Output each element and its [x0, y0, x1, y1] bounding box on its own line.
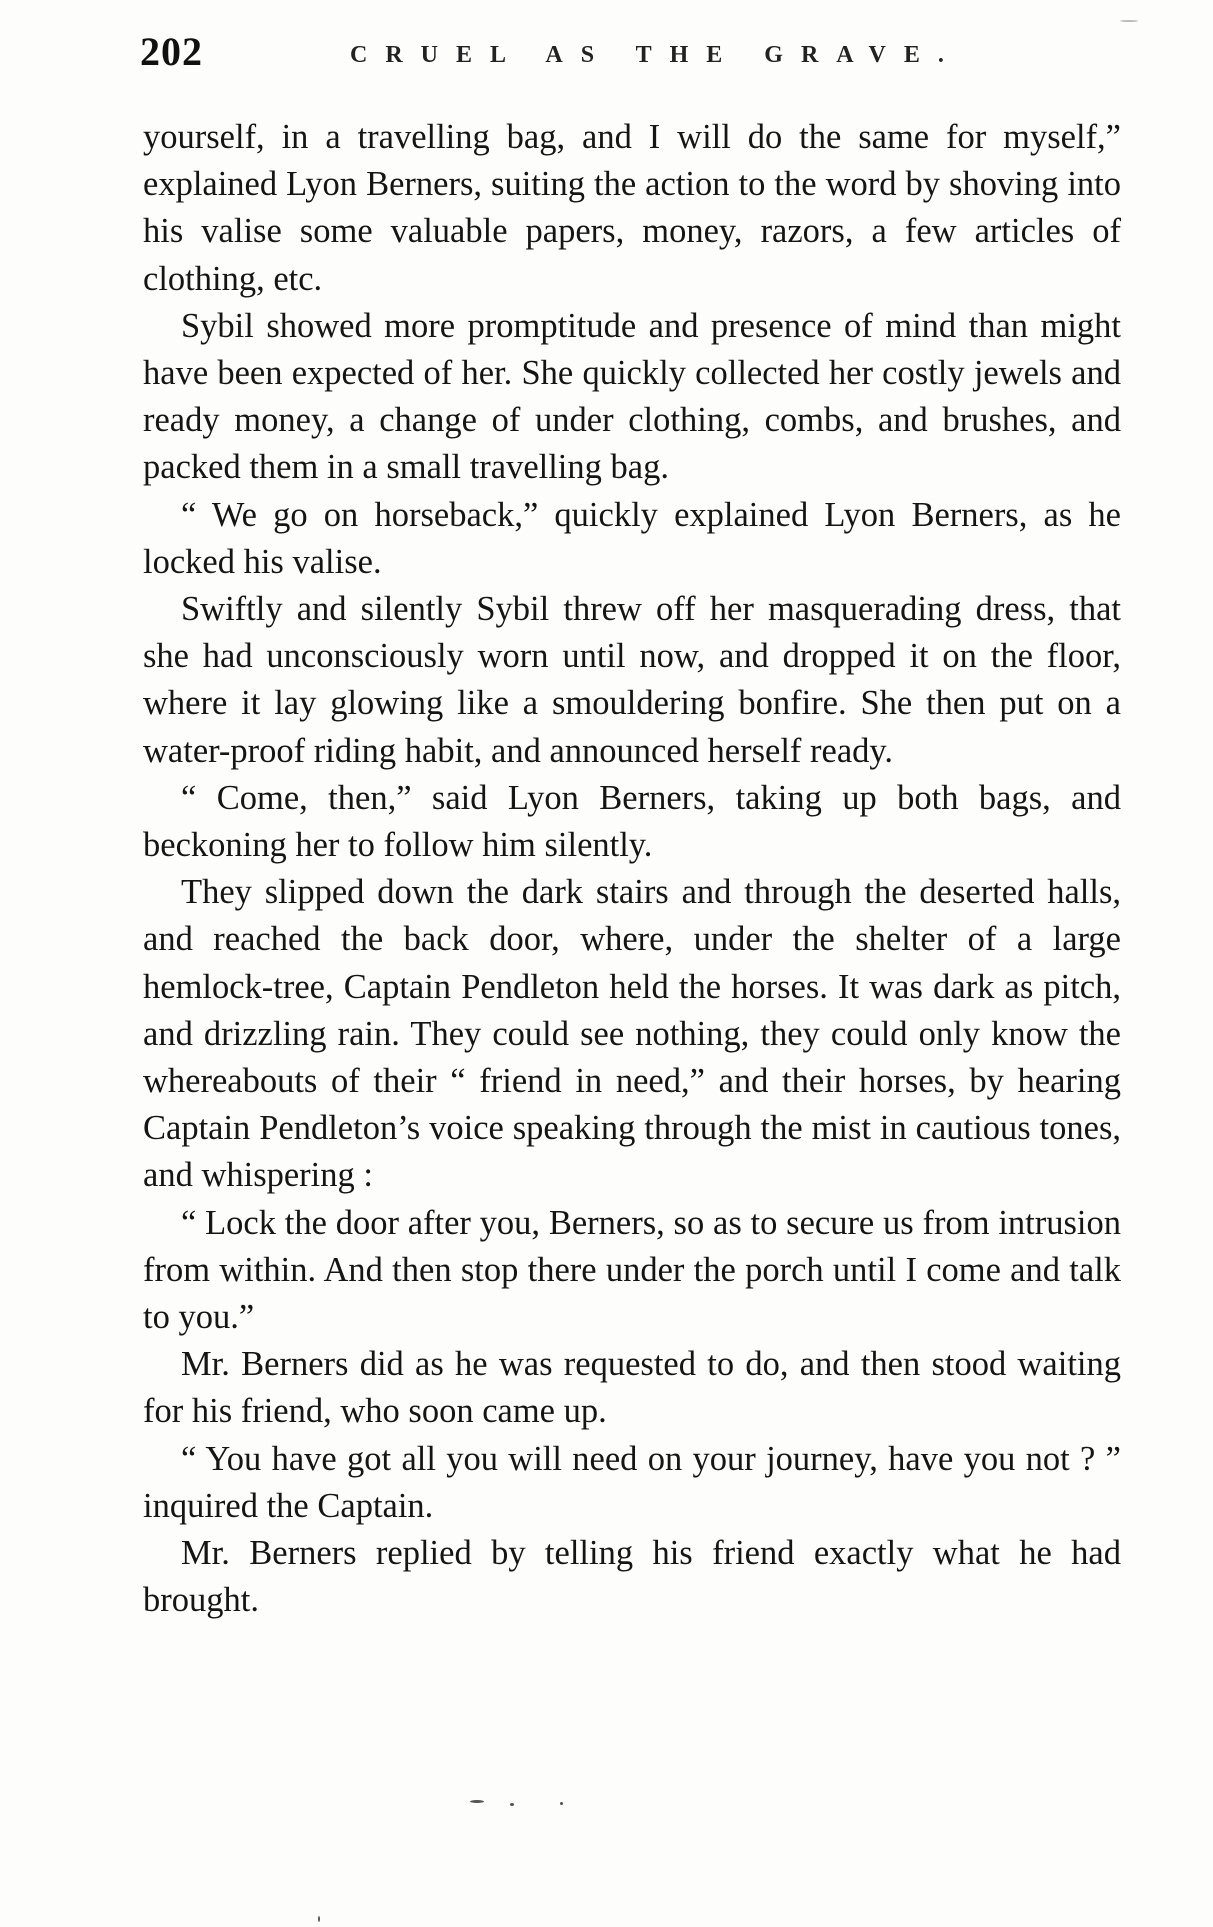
page-header — [140, 28, 1140, 88]
paragraph: “ Come, then,” said Lyon Berners, taking up both bags, and beckoning her to follow him silently. — [143, 778, 1121, 865]
paragraph: “ Lock the door after you, Berners, so as to secure us from intrusion from within. And then stop there under the porch until I come and talk to you.” — [143, 1203, 1121, 1337]
scan-speck — [1120, 20, 1138, 22]
paragraph: Swiftly and silently Sybil threw off her masquerading dress, that she had unconsciously worn until now, and dropped it on the floor, where it lay glowing like a smouldering bonfire. She then put on a water-proof riding habit, and announced herself ready. — [143, 590, 1121, 770]
paragraph: “ We go on horseback,” quickly explained Lyon Berners, as he locked his valise. — [143, 495, 1121, 581]
scan-speck — [318, 1916, 320, 1922]
page-number: 202 — [140, 29, 203, 74]
paragraph: Mr. Berners did as he was requested to do, and then stood waiting for his friend, who soon came up. — [143, 1345, 1121, 1431]
running-title: CRUEL AS THE GRAVE. — [350, 42, 962, 68]
paragraph: They slipped down the dark stairs and through the deserted halls, and reached the back door, where, under the shelter of a large hemlock-tree, Captain Pendleton held the horses. It was dark as pitch, and drizzling rain. They could see nothing, they could only know the whereabouts of their “ friend in need,” and their horses, by hearing Captain Pendleton’s voice speaking through the mist in cautious tones, and whispering : — [143, 873, 1121, 1195]
scan-speck — [470, 1800, 484, 1803]
scan-speck — [510, 1803, 514, 1806]
paragraph: “ You have got all you will need on your journey, have you not ? ” inquired the Captain. — [143, 1439, 1121, 1525]
paragraph: Sybil showed more promptitude and presence of mind than might have been expected of her. She quickly collected her costly jewels and ready money, a change of under clothing, combs, and brushes, and packed them in a small travelling bag. — [143, 306, 1121, 487]
paragraph-continued: yourself, in a travelling bag, and I will do the same for myself,” explained Lyon Berners, suiting the action to the word by shoving into his valise some valuable papers, money, razors, a few articles of clothing, etc. — [143, 118, 1121, 298]
scan-speck — [560, 1802, 563, 1805]
body-text — [143, 114, 1121, 1625]
paragraph: Mr. Berners replied by telling his friend exactly what he had brought. — [143, 1534, 1121, 1620]
